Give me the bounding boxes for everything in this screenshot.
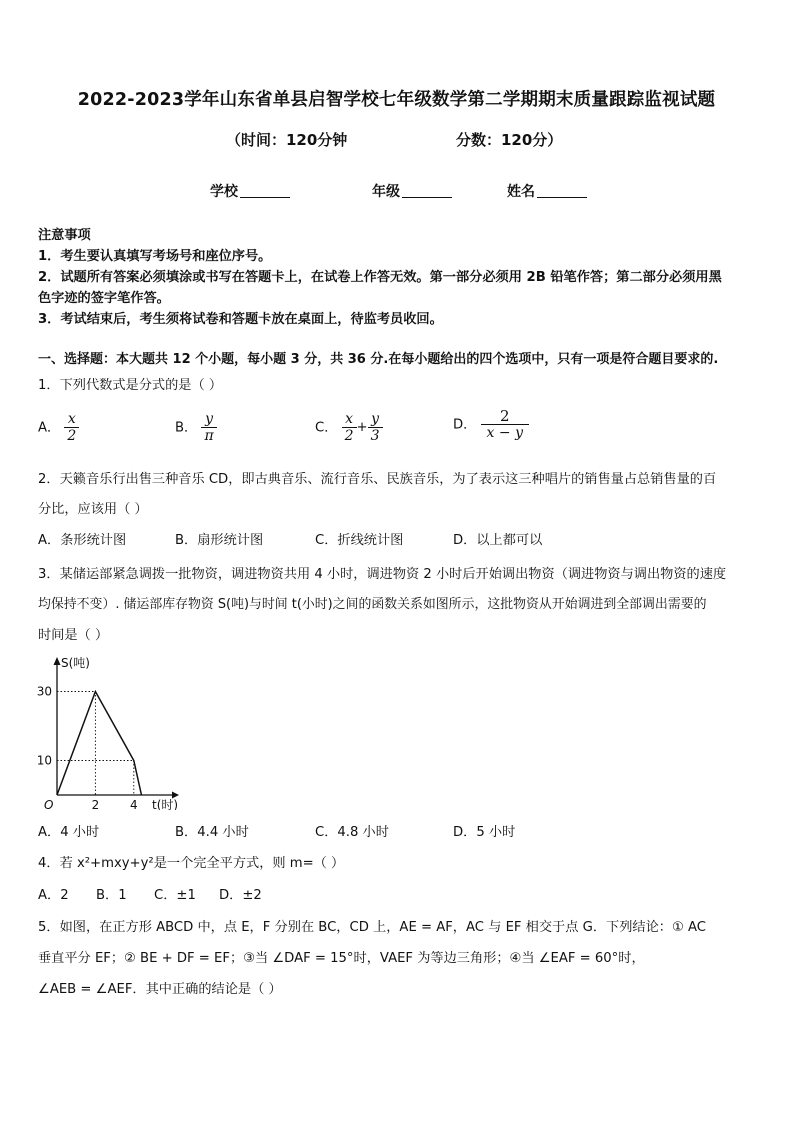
q2-line: 分比，应该用（ ） [38, 502, 148, 517]
q1-a-fraction: $\frac{x}{2}$ [64, 411, 79, 444]
grade-blank[interactable] [402, 183, 452, 198]
note-item: 2．试题所有答案必须填涂或书写在答题卡上，在试卷上作答无效。第一部分必须用 2B 铅笔作答；第二部分必须用黑 [38, 270, 722, 285]
q1-d-label: D． [453, 417, 477, 433]
grade-field [372, 181, 452, 201]
q5-line: 5．如图，在正方形 ABCD 中，点 E，F 分别在 BC，CD 上，AE = AF，AC 与 EF 相交于点 G．下列结论：① AC [38, 920, 706, 935]
notes-heading: 注意事项 [38, 228, 91, 243]
section-heading: 一、选择题：本大题共 12 个小题，每小题 3 分，共 36 分.在每小题给出的四个选项中，只有一项是符合题目要求的. [38, 352, 719, 367]
x-axis-label: t(时) [152, 798, 179, 810]
school-blank[interactable] [240, 183, 290, 198]
q1-option-a[interactable] [38, 411, 79, 444]
q1-stem: 1．下列代数式是分式的是（ ） [38, 378, 223, 393]
q3-option-c[interactable]: C．4.8 小时 [315, 825, 389, 840]
q3-chart [30, 652, 200, 810]
q3-line: 3．某储运部紧急调拨一批物资，调进物资共用 4 小时，调进物资 2 小时后开始调出物资（调进物资与调出物资的速度 [38, 567, 727, 582]
y-tick-label: 30 [36, 684, 52, 699]
note-item: 3．考试结束后，考生须将试卷和答题卡放在桌面上，待监考员收回。 [38, 312, 443, 327]
q5-line: ∠AEB = ∠AEF．其中正确的结论是（ ） [38, 982, 282, 997]
q1-c-label: C． [315, 420, 338, 436]
q4-option-b[interactable]: B．1 [96, 888, 127, 903]
grade-label: 年级 [372, 184, 400, 200]
q4-option-c[interactable]: C．±1 [154, 888, 196, 903]
q1-b-fraction: $\frac{y}{\pi}$ [201, 411, 216, 444]
q3-line: 时间是（ ） [38, 628, 109, 643]
name-blank[interactable] [537, 183, 587, 198]
school-field [210, 181, 290, 201]
q1-a-label: A． [38, 420, 61, 436]
note-item: 1．考生要认真填写考场号和座位序号。 [38, 249, 272, 264]
q3-line: 均保持不变）. 储运部库存物资 S(吨)与时间 t(小时)之间的函数关系如图所示，这批物资从开始调进到全部调出需要的 [38, 597, 707, 612]
exam-score: 分数：120分） [456, 131, 563, 149]
y-axis-arrow [54, 657, 61, 665]
q4-option-d[interactable]: D．±2 [219, 888, 262, 903]
q2-option-b[interactable]: B．扇形统计图 [175, 533, 264, 548]
series-line [57, 692, 141, 796]
q2-option-a[interactable]: A．条形统计图 [38, 533, 127, 548]
name-field [507, 181, 587, 201]
q2-line: 2．天籁音乐行出售三种音乐 CD，即古典音乐、流行音乐、民族音乐，为了表示这三种唱片的销售量占总销售量的百 [38, 472, 717, 487]
exam-time: （时间：120分钟 [226, 131, 348, 149]
q4-option-a[interactable]: A．2 [38, 888, 69, 903]
q5-line: 垂直平分 EF；② BE + DF = EF；③当 ∠DAF = 15°时，VAEF 为等边三角形；④当 ∠EAF = 60°时， [38, 951, 645, 966]
name-label: 姓名 [507, 184, 535, 200]
q1-b-label: B． [175, 420, 198, 436]
school-label: 学校 [210, 184, 238, 200]
q1-option-d[interactable] [453, 408, 529, 441]
q2-option-c[interactable]: C．折线统计图 [315, 533, 404, 548]
q1-c-plus: + [356, 420, 368, 435]
q1-c-fraction-2: $\frac{y}{3}$ [368, 411, 383, 444]
note-item: 色字迹的签字笔作答。 [38, 291, 170, 306]
x-tick-label: 2 [91, 798, 100, 810]
q1-option-b[interactable] [175, 411, 217, 444]
q2-option-d[interactable]: D．以上都可以 [453, 533, 543, 548]
x-tick-label: 4 [129, 798, 138, 810]
q1-d-fraction: $\frac{2}{x - y}$ [481, 408, 529, 441]
q3-option-d[interactable]: D．5 小时 [453, 825, 516, 840]
q1-c-fraction-1: $\frac{x}{2}$ [342, 411, 357, 444]
y-axis-label: S(吨) [61, 656, 90, 670]
q3-option-b[interactable]: B．4.4 小时 [175, 825, 249, 840]
origin-label: O [44, 798, 54, 810]
q1-option-c[interactable] [315, 411, 383, 444]
exam-title: 2022-2023学年山东省单县启智学校七年级数学第二学期期末质量跟踪监视试题 [77, 90, 716, 110]
q3-option-a[interactable]: A．4 小时 [38, 825, 100, 840]
q4-stem: 4．若 x²+mxy+y²是一个完全平方式，则 m=（ ） [38, 856, 345, 871]
y-tick-label: 10 [36, 753, 52, 768]
